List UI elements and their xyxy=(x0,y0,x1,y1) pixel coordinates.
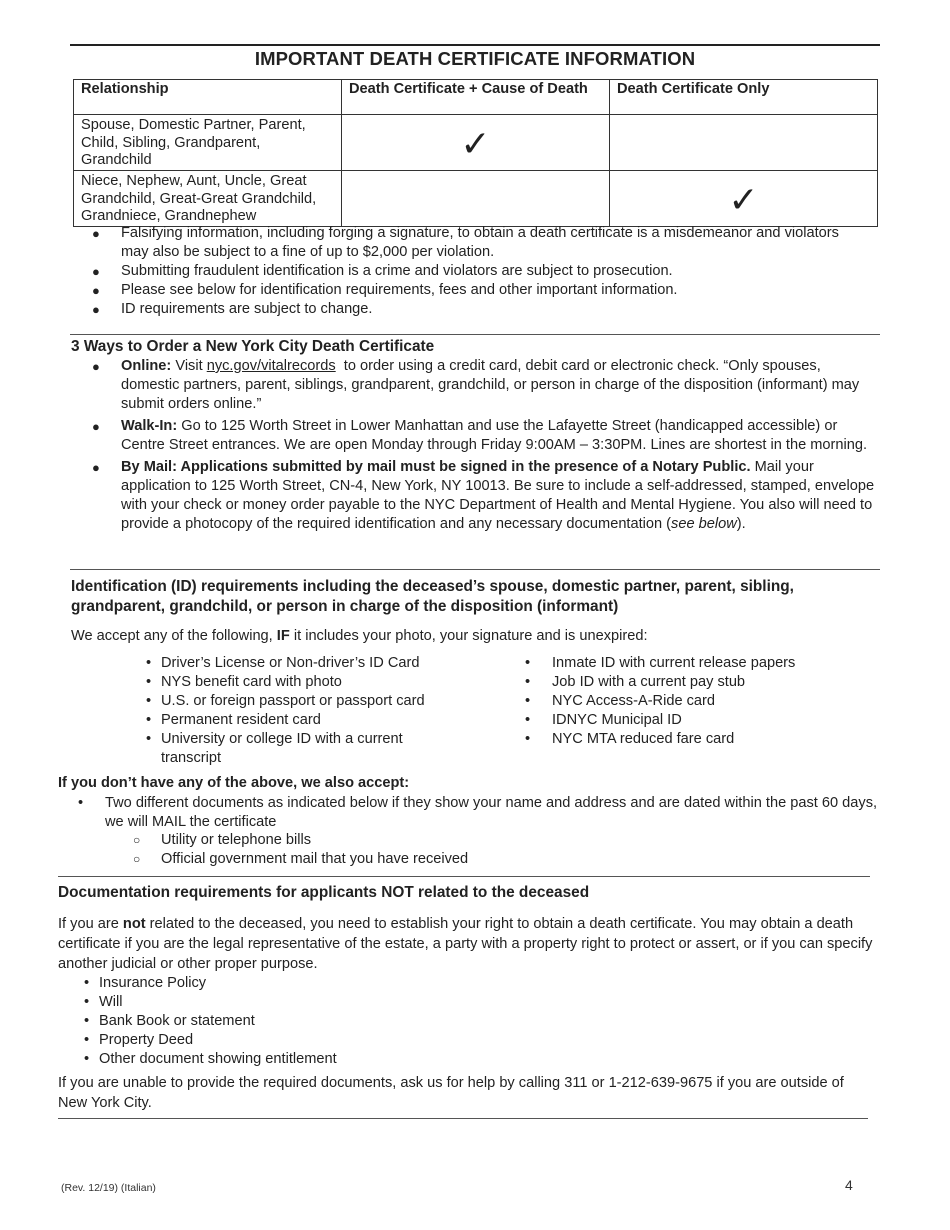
divider xyxy=(70,569,880,570)
list-item: • Property Deed xyxy=(84,1032,194,1048)
id-list-right xyxy=(522,654,842,749)
page-title: IMPORTANT DEATH CERTIFICATE INFORMATION xyxy=(254,48,696,69)
id-heading: Identification (ID) requirements including the deceased’s spouse, domestic partner, parent, sibling, grandparent, grandchild, or person in charge of the disposition (informant) xyxy=(71,578,794,615)
top-rule xyxy=(70,44,880,46)
list-item: • University or college ID with a current transcript xyxy=(146,731,403,766)
list-item: • Inmate ID with current release papers xyxy=(525,655,796,671)
id-list-left xyxy=(146,654,446,768)
list-item: • Will xyxy=(84,994,123,1010)
table-header: Death Certificate Only xyxy=(610,80,878,115)
list-item: • Driver’s License or Non-driver’s ID Card xyxy=(146,655,420,671)
help-text: If you are unable to provide the required documents, ask us for help by calling 311 or 1-212-639-9675 if you are outside of New York City. xyxy=(58,1075,844,1111)
list-item: ○ Official government mail that you have received xyxy=(133,851,469,867)
divider xyxy=(70,334,880,335)
list-item: • Other document showing entitlement xyxy=(84,1051,337,1067)
relationship-table xyxy=(73,79,878,227)
order-online: ● Online: Visit nyc.gov/vitalrecords to order using a credit card, debit card or electronic check. “Only spouses, domestic partners, parent, siblings, grandparent, grandchild, or person in charge of the disposition (informant) may submit orders online.” xyxy=(92,358,860,412)
list-item: ● Please see below for identification requirements, fees and other important information. xyxy=(92,282,678,298)
doc-heading: Documentation requirements for applicants NOT related to the deceased xyxy=(58,884,590,901)
list-item: • U.S. or foreign passport or passport card xyxy=(146,693,425,709)
alt-list xyxy=(78,794,878,832)
only-cell xyxy=(610,171,878,227)
doc-list xyxy=(84,974,484,1069)
list-item: • IDNYC Municipal ID xyxy=(525,712,682,728)
divider xyxy=(58,876,870,877)
checkmark-icon: ✓ xyxy=(460,122,491,164)
list-item: • Insurance Policy xyxy=(84,975,207,991)
table-row xyxy=(74,171,878,227)
doc-intro: If you are not related to the deceased, you need to establish your right to obtain a death certificate. You may obtain a death certificate if you are the legal representative of the estate, a party with a property right to protect or assert, or if you can specify another judicial or other proper purpose. xyxy=(58,916,873,972)
relationship-cell: Spouse, Domestic Partner, Parent, Child, Sibling, Grandparent, Grandchild xyxy=(74,115,342,171)
list-item: • Permanent resident card xyxy=(146,712,321,728)
vitalrecords-link[interactable]: nyc.gov/vitalrecords xyxy=(206,358,336,374)
order-walkin: ● Walk-In: Go to 125 Worth Street in Lower Manhattan and use the Lafayette Street (handicapped accessible) or Centre Street entrances. We are open Monday through Friday 9:00AM – 3:30PM. Lines are shortest in the morning. xyxy=(92,418,868,453)
order-heading: 3 Ways to Order a New York City Death Certificate xyxy=(71,338,435,355)
warnings-list xyxy=(73,224,843,319)
revision-label: (Rev. 12/19) (Italian) xyxy=(61,1182,156,1194)
list-item: ● Falsifying information, including forging a signature, to obtain a death certificate is a misdemeanor and violators may also be subject to a fine of up to $2,000 per violation. xyxy=(92,225,839,260)
accept-text: We accept any of the following, IF it includes your photo, your signature and is unexpired: xyxy=(71,628,648,644)
table-header: Relationship xyxy=(74,80,342,115)
relationship-cell: Niece, Nephew, Aunt, Uncle, Great Grandchild, Great-Great Grandchild, Grandniece, Grandnephew xyxy=(74,171,342,227)
table-header-row xyxy=(74,80,878,115)
table-row xyxy=(74,115,878,171)
cause-cell xyxy=(342,115,610,171)
order-mail: ● By Mail: Applications submitted by mail must be signed in the presence of a Notary Public. Mail your application to 125 Worth Street, CN-4, New York, NY 10013. Be sure to include a self-addressed, stamped, envelope with your check or money order payable to the NYC Department of Health and Mental Hygiene. You also will need to provide a photocopy of the required identification and any necessary documentation (see below). xyxy=(92,459,875,532)
list-item: • NYC MTA reduced fare card xyxy=(525,731,735,747)
order-methods-list xyxy=(73,357,883,534)
page-number: 4 xyxy=(845,1177,853,1193)
list-item: • NYS benefit card with photo xyxy=(146,674,342,690)
divider xyxy=(58,1118,868,1119)
list-item: • Job ID with a current pay stub xyxy=(525,674,746,690)
list-item: • Two different documents as indicated below if they show your name and address and are dated within the past 60 days, we will MAIL the certificate xyxy=(78,795,878,830)
alt-heading: If you don’t have any of the above, we also accept: xyxy=(58,775,410,791)
list-item: ● ID requirements are subject to change. xyxy=(92,301,373,317)
cause-cell xyxy=(342,171,610,227)
checkmark-icon: ✓ xyxy=(728,178,759,220)
list-item: ○ Utility or telephone bills xyxy=(133,832,312,848)
list-item: • Bank Book or statement xyxy=(84,1013,255,1029)
list-item: ● Submitting fraudulent identification is a crime and violators are subject to prosecution. xyxy=(92,263,673,279)
list-item: • NYC Access-A-Ride card xyxy=(525,693,716,709)
only-cell xyxy=(610,115,878,171)
table-header: Death Certificate + Cause of Death xyxy=(342,80,610,115)
alt-sub-list xyxy=(133,831,733,869)
